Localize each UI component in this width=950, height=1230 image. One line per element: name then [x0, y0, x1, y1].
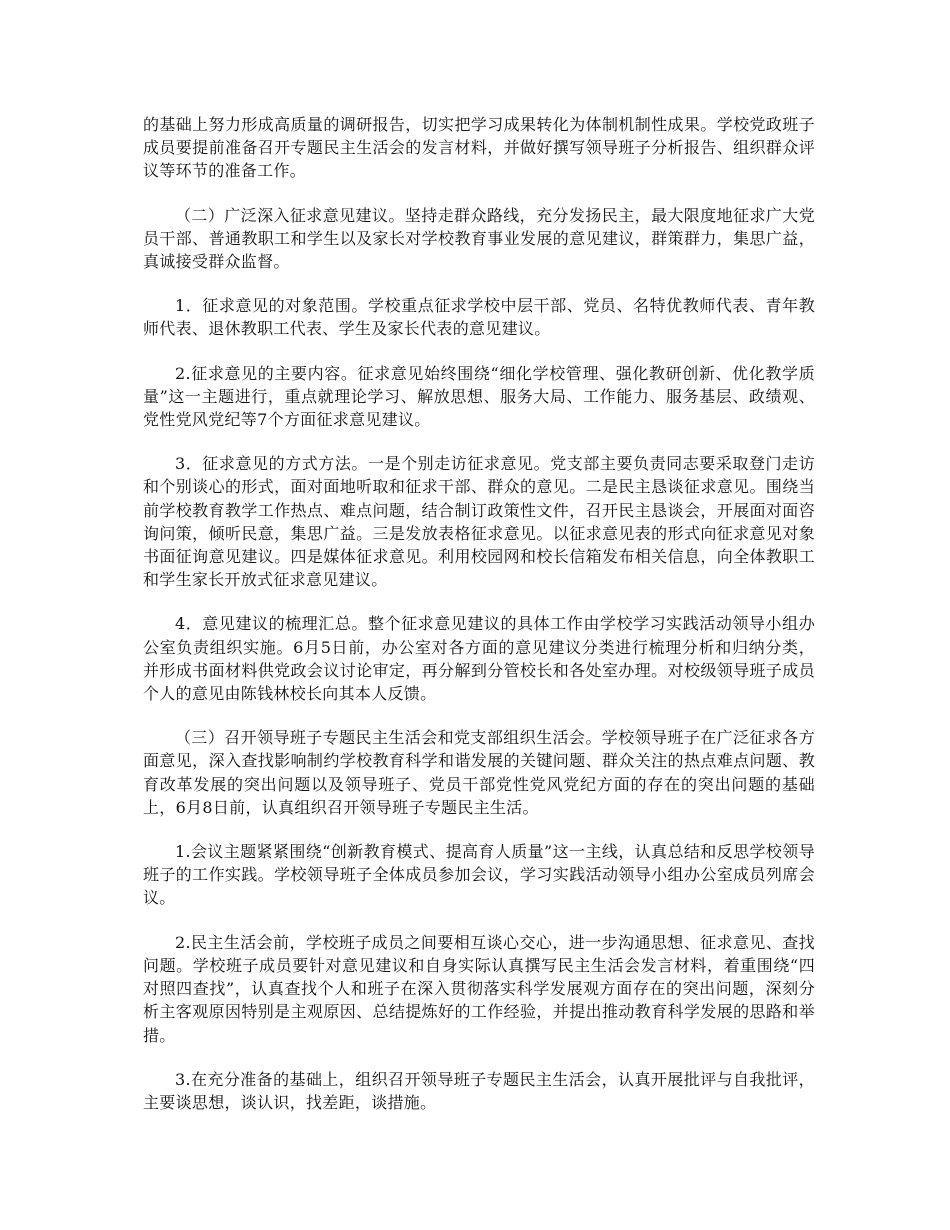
paragraph-1: 的基础上努力形成高质量的调研报告，切实把学习成果转化为体制机制性成果。学校党政班子成员要提前准备召开专题民主生活会的发言材料，并做好撰写领导班子分析报告、组织群众评议等环节的准备工作。: [143, 115, 815, 181]
paragraph-4: 2.征求意见的主要内容。征求意见始终围绕“细化学校管理、强化教研创新、优化教学质量”这一主题进行，重点就理论学习、解放思想、服务大局、工作能力、服务基层、政绩观、党性党风党纪等7个方面征求意见建议。: [143, 363, 815, 430]
paragraph-10: 3.在充分准备的基础上，组织召开领导班子专题民主生活会，认真开展批评与自我批评，主要谈思想，谈认识，找差距，谈措施。: [143, 1069, 815, 1112]
paragraph-3: 1．征求意见的对象范围。学校重点征求学校中层干部、党员、名特优教师代表、青年教师代表、退休教职工代表、学生及家长代表的意见建议。: [143, 296, 815, 339]
paragraph-9: 2.民主生活会前，学校班子成员之间要相互谈心交心，进一步沟通思想、征求意见、查找问题。学校班子成员要针对意见建议和自身实际认真撰写民主生活会发言材料，着重围绕“四对照四查找”，认真查找个人和班子在深入贯彻落实科学发展观方面存在的突出问题，深刻分析主客观原因特别是主观原因、总结提炼好的工作经验，并提出推动教育科学发展的思路和举措。: [143, 932, 815, 1045]
paragraph-8: 1.会议主题紧紧围绕“创新教育模式、提高育人质量”这一主线，认真总结和反思学校领导班子的工作实践。学校领导班子全体成员参加会议，学习实践活动领导小组办公室成员列席会议。: [143, 842, 815, 908]
document-body: [143, 113, 815, 1135]
paragraph-5: 3．征求意见的方式方法。一是个别走访征求意见。党支部主要负责同志要采取登门走访和个别谈心的形式，面对面地听取和征求干部、群众的意见。二是民主恳谈征求意见。围绕当前学校教育教学工作热点、难点问题，结合制订政策性文件，召开民主恳谈会，开展面对面咨询问策，倾听民意，集思广益。三是发放表格征求意见。以征求意见表的形式向征求意见对象书面征询意见建议。四是媒体征求意见。利用校园网和校长信箱发布相关信息，向全体教职工和学生家长开放式征求意见建议。: [143, 454, 815, 590]
paragraph-2: （二）广泛深入征求意见建议。坚持走群众路线，充分发扬民主，最大限度地征求广大党员干部、普通教职工和学生以及家长对学校教育事业发展的意见建议，群策群力，集思广益，真诚接受群众监督。: [143, 205, 815, 272]
paragraph-7: （三）召开领导班子专题民主生活会和党支部组织生活会。学校领导班子在广泛征求各方面意见，深入查找影响制约学校教育科学和谐发展的关键问题、群众关注的热点难点问题、教育改革发展的突出问题以及领导班子、党员干部党性党风党纪方面的存在的突出问题的基础上，6月8日前，认真组织召开领导班子专题民主生活。: [143, 728, 815, 817]
paragraph-6: 4．意见建议的梳理汇总。整个征求意见建议的具体工作由学校学习实践活动领导小组办公室负责组织实施。6月5日前，办公室对各方面的意见建议分类进行梳理分析和归纳分类，并形成书面材料供党政会议讨论审定，再分解到分管校长和各处室办理。对校级领导班子成员个人的意见由陈钱林校长向其本人反馈。: [143, 614, 815, 704]
